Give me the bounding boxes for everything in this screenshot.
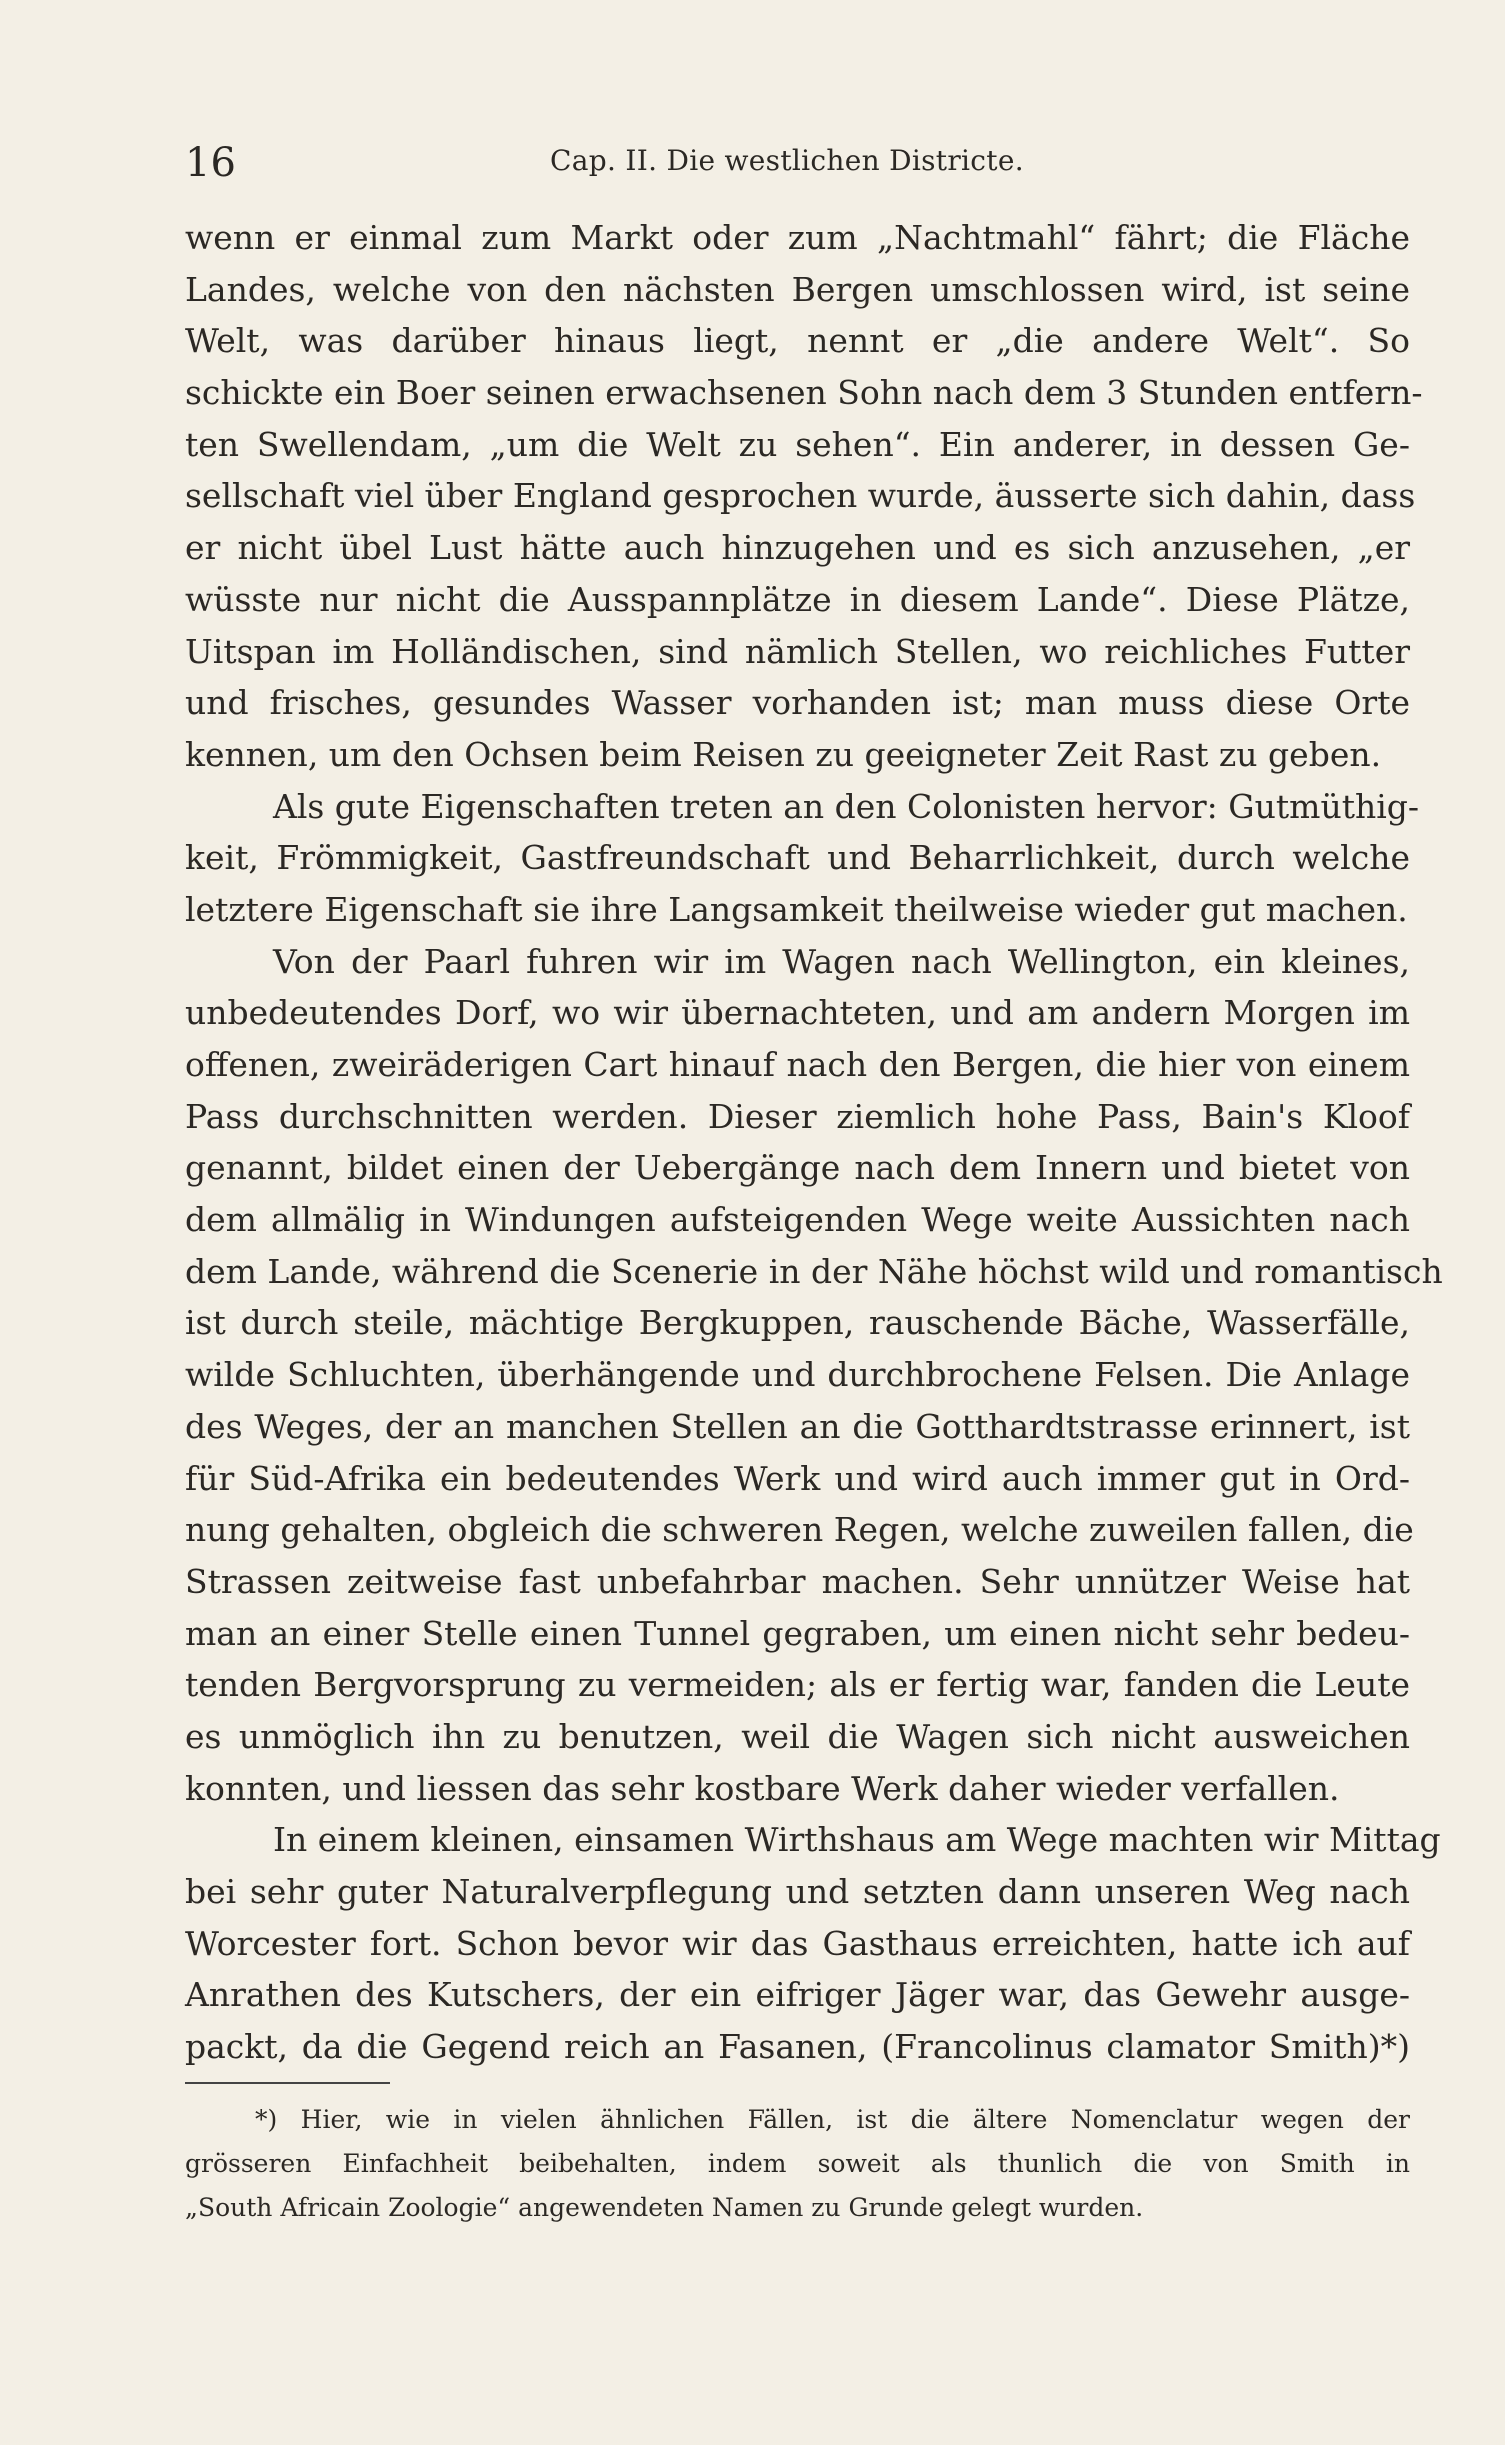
text-line: Landes, welche von den nächsten Bergen umschlossen wird, ist seine (185, 269, 1410, 309)
text-line: man an einer Stelle einen Tunnel gegraben, um einen nicht sehr bedeu- (185, 1613, 1410, 1653)
text-line: sellschaft viel über England gesprochen wurde, äusserte sich dahin, dass (185, 476, 1416, 516)
text-line: ten Swellendam, „um die Welt zu sehen“. Ein anderer, in dessen Ge- (185, 424, 1410, 464)
text-line: schickte ein Boer seinen erwachsenen Sohn nach dem 3 Stunden entfern- (185, 373, 1423, 413)
footnote-line: „South Africain Zoologie“ angewendeten Namen zu Grunde gelegt wurden. (185, 2193, 1144, 2222)
page-number: 16 (185, 140, 236, 186)
text-line: genannt, bildet einen der Uebergänge nach dem Innern und bietet von (185, 1148, 1410, 1188)
text-line: ist durch steile, mächtige Bergkuppen, rauschende Bäche, Wasserfälle, (185, 1303, 1410, 1343)
text-line: Worcester fort. Schon bevor wir das Gasthaus erreichten, hatte ich auf (185, 1923, 1410, 1963)
text-line: In einem kleinen, einsamen Wirthshaus am Wege machten wir Mittag (273, 1820, 1441, 1860)
text-line: wenn er einmal zum Markt oder zum „Nachtmahl“ fährt; die Fläche (185, 218, 1410, 257)
text-line: des Weges, der an manchen Stellen an die Gotthardtstrasse erinnert, ist (185, 1406, 1410, 1446)
text-line: offenen, zweiräderigen Cart hinauf nach den Bergen, die hier von einem (185, 1045, 1410, 1084)
text-line: nung gehalten, obgleich die schweren Regen, welche zuweilen fallen, die (185, 1510, 1414, 1550)
text-line: unbedeutendes Dorf, wo wir übernachteten, und am andern Morgen im (185, 993, 1410, 1033)
footnote-rule (185, 2082, 390, 2084)
text-line: konnten, und liessen das sehr kostbare Werk daher wieder verfallen. (185, 1768, 1340, 1808)
text-line: tenden Bergvorsprung zu vermeiden; als er fertig war, fanden die Leute (185, 1665, 1410, 1705)
text-line: letztere Eigenschaft sie ihre Langsamkeit theilweise wieder gut machen. (185, 889, 1408, 929)
text-line: Als gute Eigenschaften treten an den Colonisten hervor: Gutmüthig- (273, 786, 1420, 826)
text-line: packt, da die Gegend reich an Fasanen, (Francolinus clamator Smith)*) (185, 2027, 1410, 2067)
text-line: bei sehr guter Naturalverpflegung und setzten dann unseren Weg nach (185, 1872, 1410, 1911)
footnote-line: grösseren Einfachheit beibehalten, indem soweit als thunlich die von Smith in (185, 2149, 1410, 2178)
text-line: für Süd-Afrika ein bedeutendes Werk und wird auch immer gut in Ord- (185, 1458, 1410, 1498)
text-line: Von der Paarl fuhren wir im Wagen nach Wellington, ein kleines, (273, 941, 1410, 981)
text-line: Strassen zeitweise fast unbefahrbar machen. Sehr unnützer Weise hat (185, 1561, 1410, 1601)
text-line: Welt, was darüber hinaus liegt, nennt er „die andere Welt“. So (185, 321, 1410, 361)
text-line: wüsste nur nicht die Ausspannplätze in diesem Lande“. Diese Plätze, (185, 579, 1410, 619)
body-text (185, 212, 1443, 2073)
text-line: Uitspan im Holländischen, sind nämlich Stellen, wo reichliches Futter (185, 631, 1410, 671)
text-line: keit, Frömmigkeit, Gastfreundschaft und Beharrlichkeit, durch welche (185, 838, 1410, 878)
text-line: und frisches, gesundes Wasser vorhanden ist; man muss diese Orte (185, 683, 1410, 723)
text-line: es unmöglich ihn zu benutzen, weil die Wagen sich nicht ausweichen (185, 1716, 1410, 1756)
text-line: kennen, um den Ochsen beim Reisen zu geeigneter Zeit Rast zu geben. (185, 734, 1382, 774)
text-line: dem allmälig in Windungen aufsteigenden Wege weite Aussichten nach (185, 1200, 1410, 1240)
text-line: dem Lande, während die Scenerie in der Nähe höchst wild und romantisch (185, 1251, 1443, 1291)
text-line: wilde Schluchten, überhängende und durchbrochene Felsen. Die Anlage (185, 1355, 1410, 1395)
text-line: er nicht übel Lust hätte auch hinzugehen und es sich anzusehen, „er (185, 528, 1410, 568)
text-line: Anrathen des Kutschers, der ein eifriger Jäger war, das Gewehr ausge- (185, 1975, 1410, 2015)
footnote-line: *) Hier, wie in vielen ähnlichen Fällen, ist die ältere Nomenclatur wegen der (255, 2105, 1410, 2134)
text-line: Pass durchschnitten werden. Dieser ziemlich hohe Pass, Bain's Kloof (185, 1096, 1410, 1136)
page-header (185, 140, 1410, 200)
running-head: Cap. II. Die westlichen Districte. (550, 144, 1024, 177)
footnote (185, 2098, 1410, 2230)
